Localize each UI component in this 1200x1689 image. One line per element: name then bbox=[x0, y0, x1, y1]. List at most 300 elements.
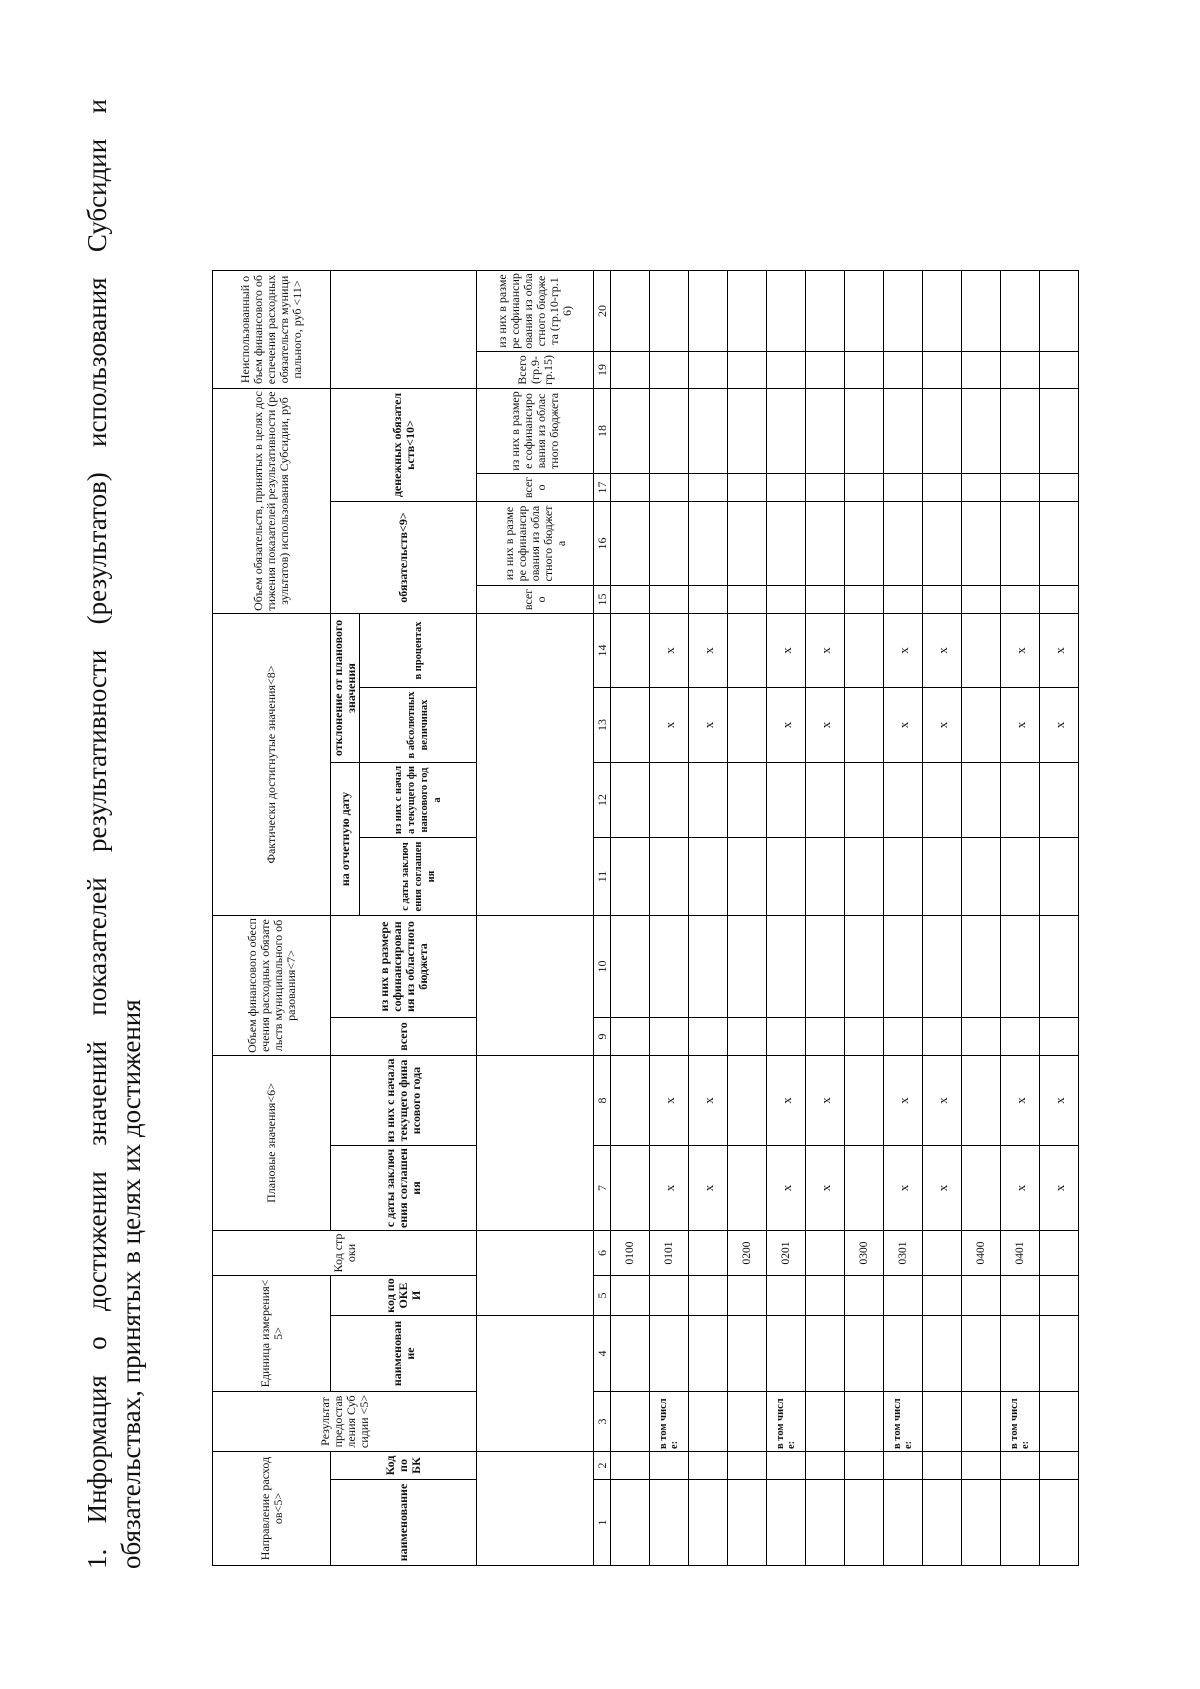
cell-empty bbox=[806, 1316, 845, 1392]
cell-empty bbox=[689, 1452, 728, 1480]
cell-x-mark: x bbox=[1001, 1056, 1040, 1146]
column-number: 16 bbox=[594, 502, 611, 586]
header-kod-bk: Код по БК bbox=[331, 1452, 477, 1480]
cell-empty bbox=[728, 271, 767, 352]
cell-empty bbox=[689, 1018, 728, 1056]
cell-empty bbox=[1001, 586, 1040, 614]
cell-empty bbox=[728, 502, 767, 586]
header-na-otchetnuyu: на отчетную дату bbox=[331, 763, 360, 916]
cell-empty bbox=[806, 586, 845, 614]
cell-empty bbox=[845, 763, 884, 838]
cell-empty bbox=[650, 352, 689, 389]
header-obyazatelstv: обязательств<9> bbox=[331, 502, 477, 614]
cell-empty bbox=[923, 1452, 962, 1480]
cell-empty bbox=[806, 271, 845, 352]
cell-empty bbox=[845, 838, 884, 916]
cell-empty bbox=[689, 916, 728, 1018]
column-number: 5 bbox=[594, 1276, 611, 1316]
cell-empty bbox=[1001, 474, 1040, 502]
cell-empty bbox=[884, 1316, 923, 1392]
cell-empty bbox=[884, 1276, 923, 1316]
column-number: 1 bbox=[594, 1480, 611, 1566]
cell-x-mark: x bbox=[650, 688, 689, 763]
column-number: 2 bbox=[594, 1452, 611, 1480]
cell-empty bbox=[845, 389, 884, 474]
cell-empty bbox=[962, 1276, 1001, 1316]
header-planovye: Плановые значения<6> bbox=[213, 1056, 331, 1231]
table-row bbox=[884, 271, 923, 1566]
header-naimenovanie-2: наименование bbox=[331, 1316, 477, 1392]
cell-empty bbox=[962, 1452, 1001, 1480]
cell-empty bbox=[728, 1452, 767, 1480]
cell-empty bbox=[650, 586, 689, 614]
column-number: 12 bbox=[594, 763, 611, 838]
cell-x-mark: x bbox=[1040, 1056, 1079, 1146]
table-row bbox=[923, 271, 962, 1566]
cell-kod-stroki: 0301 bbox=[884, 1231, 923, 1276]
cell-empty bbox=[1001, 502, 1040, 586]
cell-empty bbox=[845, 916, 884, 1018]
cell-empty bbox=[884, 586, 923, 614]
column-number: 10 bbox=[594, 916, 611, 1018]
cell-x-mark bbox=[962, 688, 1001, 763]
cell-empty bbox=[650, 389, 689, 474]
cell-empty bbox=[611, 1316, 650, 1392]
cell-empty bbox=[962, 763, 1001, 838]
cell-empty bbox=[1001, 1480, 1040, 1566]
cell-kod-stroki: 0401 bbox=[1001, 1231, 1040, 1276]
header-rezultat: Результат предоставления Субсидии <5> bbox=[213, 1392, 477, 1452]
cell-empty bbox=[962, 1316, 1001, 1392]
cell-empty bbox=[650, 1452, 689, 1480]
cell-empty bbox=[845, 271, 884, 352]
cell-empty bbox=[689, 502, 728, 586]
cell-empty bbox=[962, 502, 1001, 586]
cell-empty bbox=[806, 1480, 845, 1566]
cell-empty bbox=[806, 763, 845, 838]
cell-empty bbox=[923, 271, 962, 352]
cell-empty bbox=[1040, 502, 1079, 586]
cell-empty bbox=[884, 352, 923, 389]
cell-empty bbox=[806, 389, 845, 474]
cell-x-mark: x bbox=[884, 614, 923, 688]
cell-empty bbox=[689, 1316, 728, 1392]
cell-x-mark bbox=[845, 688, 884, 763]
cell-x-mark: x bbox=[806, 1056, 845, 1146]
header-kod-okei: код по ОКЕИ bbox=[331, 1276, 477, 1316]
header-iz-nih-razmer-obyaz: из них в размере софинансирования из областного бюджета bbox=[477, 502, 594, 586]
header-edinica: Единица измерения<5> bbox=[213, 1276, 331, 1392]
cell-x-mark: x bbox=[923, 1146, 962, 1231]
column-number: 17 bbox=[594, 474, 611, 502]
cell-v-tom-chisle: в том числе: bbox=[650, 1392, 689, 1452]
column-number: 3 bbox=[594, 1392, 611, 1452]
cell-empty bbox=[1001, 271, 1040, 352]
header-obem-obyaz: Объем обязательств, принятых в целях достижения показателей результативности (результатов) использования Субсидии, руб bbox=[213, 389, 331, 614]
cell-empty bbox=[962, 1480, 1001, 1566]
cell-v-tom-chisle bbox=[611, 1392, 650, 1452]
cell-x-mark: x bbox=[689, 1146, 728, 1231]
cell-empty bbox=[650, 271, 689, 352]
cell-empty bbox=[1001, 1316, 1040, 1392]
header-v-procentah: в процентах bbox=[360, 614, 477, 688]
cell-empty bbox=[611, 1452, 650, 1480]
header-iz-nih-gr: из них в размере софинансирования из областного бюджета (гр.10-гр.16) bbox=[477, 271, 594, 352]
cell-empty bbox=[1040, 916, 1079, 1018]
header-naimenovanie: наименование bbox=[331, 1480, 477, 1566]
cell-x-mark: x bbox=[1001, 1146, 1040, 1231]
header-vsego: всего bbox=[331, 1018, 477, 1056]
cell-x-mark: x bbox=[1040, 1146, 1079, 1231]
cell-empty bbox=[1001, 1276, 1040, 1316]
cell-empty bbox=[728, 389, 767, 474]
cell-empty bbox=[923, 1316, 962, 1392]
cell-empty bbox=[884, 389, 923, 474]
cell-empty bbox=[728, 474, 767, 502]
cell-empty bbox=[923, 916, 962, 1018]
cell-empty bbox=[650, 763, 689, 838]
cell-empty bbox=[767, 474, 806, 502]
cell-empty bbox=[1040, 352, 1079, 389]
cell-empty bbox=[611, 474, 650, 502]
column-number: 14 bbox=[594, 614, 611, 688]
cell-x-mark bbox=[611, 1146, 650, 1231]
cell-empty bbox=[884, 502, 923, 586]
column-number: 4 bbox=[594, 1316, 611, 1392]
cell-empty bbox=[806, 916, 845, 1018]
cell-x-mark: x bbox=[1040, 688, 1079, 763]
cell-empty bbox=[884, 838, 923, 916]
header-napravlenie: Направление расходов<5> bbox=[213, 1452, 331, 1566]
cell-x-mark: x bbox=[767, 1056, 806, 1146]
header-iz-nih-nachala: из них с начала текущего финансового года bbox=[331, 1056, 477, 1146]
header-obem-fin: Объем финансового обеспечения расходных обязательств муниципального образования<7> bbox=[213, 916, 331, 1056]
cell-empty bbox=[650, 916, 689, 1018]
cell-x-mark: x bbox=[689, 614, 728, 688]
header-iz-nih-razmer: из них в размере софинансирования из областного бюджета bbox=[331, 916, 477, 1018]
cell-empty bbox=[1001, 1018, 1040, 1056]
header-otklonenie: отклонение от планового значения bbox=[331, 614, 360, 763]
cell-x-mark bbox=[845, 1146, 884, 1231]
cell-empty bbox=[806, 352, 845, 389]
header-fakticheski: Фактически достигнутые значения<8> bbox=[213, 614, 331, 916]
cell-empty bbox=[845, 474, 884, 502]
cell-empty bbox=[845, 1452, 884, 1480]
cell-kod-stroki: 0200 bbox=[728, 1231, 767, 1276]
cell-x-mark bbox=[611, 1056, 650, 1146]
cell-v-tom-chisle: в том числе: bbox=[1001, 1392, 1040, 1452]
cell-x-mark bbox=[611, 614, 650, 688]
table-row bbox=[962, 271, 1001, 1566]
cell-empty bbox=[845, 502, 884, 586]
cell-empty bbox=[1001, 352, 1040, 389]
cell-empty bbox=[1001, 838, 1040, 916]
cell-v-tom-chisle: в том числе: bbox=[884, 1392, 923, 1452]
cell-kod-stroki bbox=[806, 1231, 845, 1276]
results-table bbox=[212, 270, 1079, 1566]
table-row bbox=[806, 271, 845, 1566]
cell-empty bbox=[767, 838, 806, 916]
cell-empty bbox=[728, 1480, 767, 1566]
cell-empty bbox=[962, 838, 1001, 916]
header-neispolz-spacer bbox=[331, 271, 477, 389]
cell-empty bbox=[728, 352, 767, 389]
cell-empty bbox=[923, 838, 962, 916]
cell-empty bbox=[923, 1018, 962, 1056]
header-iz-nih-razmer-den: из них в размере софинансирования из областного бюджета bbox=[477, 389, 594, 474]
cell-empty bbox=[923, 474, 962, 502]
cell-x-mark: x bbox=[923, 614, 962, 688]
cell-empty bbox=[728, 1018, 767, 1056]
cell-empty bbox=[1040, 838, 1079, 916]
cell-x-mark bbox=[728, 1146, 767, 1231]
cell-empty bbox=[728, 763, 767, 838]
cell-empty bbox=[806, 1452, 845, 1480]
column-number: 7 bbox=[594, 1146, 611, 1231]
cell-empty bbox=[611, 502, 650, 586]
cell-empty bbox=[806, 474, 845, 502]
cell-empty bbox=[611, 763, 650, 838]
cell-x-mark: x bbox=[650, 1056, 689, 1146]
table-row bbox=[728, 271, 767, 1566]
cell-x-mark: x bbox=[884, 688, 923, 763]
cell-empty bbox=[923, 1480, 962, 1566]
cell-empty bbox=[962, 586, 1001, 614]
cell-x-mark: x bbox=[650, 1146, 689, 1231]
cell-x-mark: x bbox=[1040, 614, 1079, 688]
cell-x-mark: x bbox=[884, 1146, 923, 1231]
table-row bbox=[767, 271, 806, 1566]
cell-kod-stroki bbox=[923, 1231, 962, 1276]
table-row bbox=[845, 271, 884, 1566]
cell-empty bbox=[1040, 271, 1079, 352]
cell-empty bbox=[845, 1316, 884, 1392]
cell-empty bbox=[767, 1316, 806, 1392]
table-row bbox=[1040, 271, 1079, 1566]
cell-empty bbox=[1040, 474, 1079, 502]
cell-x-mark: x bbox=[689, 1056, 728, 1146]
cell-empty bbox=[611, 271, 650, 352]
cell-empty bbox=[962, 389, 1001, 474]
column-number: 18 bbox=[594, 389, 611, 474]
table-row bbox=[650, 271, 689, 1566]
cell-empty bbox=[767, 1276, 806, 1316]
heading-line-2: обязательствах, принятых в целях их достижения bbox=[116, 999, 146, 1569]
cell-empty bbox=[650, 1316, 689, 1392]
cell-empty bbox=[884, 474, 923, 502]
cell-x-mark: x bbox=[884, 1056, 923, 1146]
cell-kod-stroki: 0300 bbox=[845, 1231, 884, 1276]
cell-x-mark: x bbox=[806, 1146, 845, 1231]
cell-x-mark: x bbox=[806, 688, 845, 763]
header-iz-nih-nachala-2: из них с начала текущего финансового года bbox=[360, 763, 477, 838]
cell-x-mark: x bbox=[923, 688, 962, 763]
cell-empty bbox=[611, 1018, 650, 1056]
cell-empty bbox=[806, 1018, 845, 1056]
cell-empty bbox=[611, 389, 650, 474]
column-numbers-row bbox=[594, 271, 611, 1566]
cell-empty bbox=[728, 838, 767, 916]
cell-empty bbox=[650, 1276, 689, 1316]
header-s-daty: с даты заключения соглашения bbox=[331, 1146, 477, 1231]
cell-empty bbox=[884, 763, 923, 838]
cell-empty bbox=[845, 1276, 884, 1316]
cell-kod-stroki bbox=[1040, 1231, 1079, 1276]
cell-empty bbox=[611, 1480, 650, 1566]
cell-x-mark bbox=[728, 614, 767, 688]
cell-empty bbox=[767, 916, 806, 1018]
cell-x-mark: x bbox=[923, 1056, 962, 1146]
cell-empty bbox=[1001, 1452, 1040, 1480]
cell-x-mark: x bbox=[767, 1146, 806, 1231]
cell-x-mark bbox=[962, 1146, 1001, 1231]
cell-empty bbox=[884, 1480, 923, 1566]
cell-empty bbox=[962, 1018, 1001, 1056]
cell-empty bbox=[611, 916, 650, 1018]
column-number: 8 bbox=[594, 1056, 611, 1146]
table-row bbox=[1001, 271, 1040, 1566]
cell-kod-stroki: 0400 bbox=[962, 1231, 1001, 1276]
cell-empty bbox=[923, 502, 962, 586]
table-row bbox=[611, 271, 650, 1566]
cell-x-mark bbox=[611, 688, 650, 763]
header-denezhnyh: денежных обязательств<10> bbox=[331, 389, 477, 502]
document-heading bbox=[80, 99, 148, 1569]
cell-empty bbox=[767, 1452, 806, 1480]
cell-v-tom-chisle bbox=[962, 1392, 1001, 1452]
cell-v-tom-chisle bbox=[845, 1392, 884, 1452]
cell-empty bbox=[1040, 763, 1079, 838]
cell-x-mark: x bbox=[689, 688, 728, 763]
column-number: 20 bbox=[594, 271, 611, 352]
table-row bbox=[689, 271, 728, 1566]
cell-kod-stroki bbox=[689, 1231, 728, 1276]
cell-v-tom-chisle bbox=[689, 1392, 728, 1452]
header-v-absolyut: в абсолютных величинах bbox=[360, 688, 477, 763]
header-vsego-den: всего bbox=[477, 474, 594, 502]
cell-v-tom-chisle bbox=[806, 1392, 845, 1452]
cell-empty bbox=[767, 1018, 806, 1056]
header-vsego-gr: Всего (гр.9-гр.15) bbox=[477, 352, 594, 389]
cell-empty bbox=[923, 1276, 962, 1316]
cell-empty bbox=[806, 838, 845, 916]
cell-empty bbox=[884, 1452, 923, 1480]
cell-empty bbox=[611, 1276, 650, 1316]
cell-empty bbox=[845, 1480, 884, 1566]
cell-x-mark bbox=[728, 688, 767, 763]
cell-empty bbox=[923, 352, 962, 389]
data-rows bbox=[611, 271, 1079, 1566]
cell-v-tom-chisle bbox=[923, 1392, 962, 1452]
cell-empty bbox=[884, 271, 923, 352]
column-number: 6 bbox=[594, 1231, 611, 1276]
cell-empty bbox=[1040, 1452, 1079, 1480]
cell-empty bbox=[806, 502, 845, 586]
cell-x-mark: x bbox=[650, 614, 689, 688]
column-number: 15 bbox=[594, 586, 611, 614]
cell-empty bbox=[767, 763, 806, 838]
cell-empty bbox=[767, 502, 806, 586]
cell-empty bbox=[689, 586, 728, 614]
cell-x-mark: x bbox=[767, 614, 806, 688]
column-number: 9 bbox=[594, 1018, 611, 1056]
cell-empty bbox=[650, 502, 689, 586]
cell-kod-stroki: 0201 bbox=[767, 1231, 806, 1276]
cell-x-mark: x bbox=[1001, 614, 1040, 688]
cell-empty bbox=[1040, 389, 1079, 474]
cell-empty bbox=[650, 838, 689, 916]
cell-empty bbox=[767, 271, 806, 352]
column-number: 13 bbox=[594, 688, 611, 763]
cell-empty bbox=[689, 1276, 728, 1316]
cell-empty bbox=[1001, 916, 1040, 1018]
cell-empty bbox=[923, 586, 962, 614]
column-number: 11 bbox=[594, 838, 611, 916]
cell-empty bbox=[689, 474, 728, 502]
cell-empty bbox=[650, 1018, 689, 1056]
cell-empty bbox=[611, 352, 650, 389]
cell-empty bbox=[845, 586, 884, 614]
cell-empty bbox=[728, 586, 767, 614]
cell-empty bbox=[962, 474, 1001, 502]
cell-kod-stroki: 0100 bbox=[611, 1231, 650, 1276]
cell-x-mark bbox=[962, 614, 1001, 688]
cell-empty bbox=[689, 838, 728, 916]
cell-empty bbox=[650, 474, 689, 502]
cell-empty bbox=[1040, 1276, 1079, 1316]
cell-empty bbox=[923, 389, 962, 474]
cell-x-mark bbox=[845, 614, 884, 688]
cell-v-tom-chisle bbox=[728, 1392, 767, 1452]
cell-empty bbox=[767, 1480, 806, 1566]
cell-x-mark: x bbox=[1001, 688, 1040, 763]
cell-empty bbox=[845, 1018, 884, 1056]
cell-x-mark bbox=[845, 1056, 884, 1146]
cell-empty bbox=[689, 1480, 728, 1566]
cell-kod-stroki: 0101 bbox=[650, 1231, 689, 1276]
cell-empty bbox=[884, 1018, 923, 1056]
cell-empty bbox=[1040, 1018, 1079, 1056]
header-kod-stroki: Код строки bbox=[213, 1231, 477, 1276]
cell-empty bbox=[689, 763, 728, 838]
header-vsego-obyaz: всего bbox=[477, 586, 594, 614]
cell-empty bbox=[962, 271, 1001, 352]
cell-empty bbox=[650, 1480, 689, 1566]
cell-x-mark: x bbox=[806, 614, 845, 688]
cell-empty bbox=[806, 1276, 845, 1316]
cell-v-tom-chisle bbox=[1040, 1392, 1079, 1452]
cell-empty bbox=[1001, 763, 1040, 838]
cell-empty bbox=[689, 389, 728, 474]
cell-empty bbox=[1040, 1316, 1079, 1392]
heading-line-1: 1. Информация о достижении значений показателей результативности (результатов) использования Субсидии и bbox=[82, 99, 112, 1569]
cell-x-mark bbox=[962, 1056, 1001, 1146]
cell-empty bbox=[767, 586, 806, 614]
header-neispolz: Неиспользованный объем финансового обеспечения расходных обязательств муниципального, руб <11> bbox=[213, 271, 331, 389]
header-s-daty-2: с даты заключения соглашения bbox=[360, 838, 477, 916]
cell-empty bbox=[689, 271, 728, 352]
cell-empty bbox=[767, 352, 806, 389]
cell-empty bbox=[611, 586, 650, 614]
cell-empty bbox=[767, 389, 806, 474]
cell-empty bbox=[923, 763, 962, 838]
cell-empty bbox=[884, 916, 923, 1018]
cell-empty bbox=[689, 352, 728, 389]
cell-empty bbox=[1040, 586, 1079, 614]
cell-empty bbox=[611, 838, 650, 916]
cell-v-tom-chisle: в том числе: bbox=[767, 1392, 806, 1452]
cell-empty bbox=[845, 352, 884, 389]
